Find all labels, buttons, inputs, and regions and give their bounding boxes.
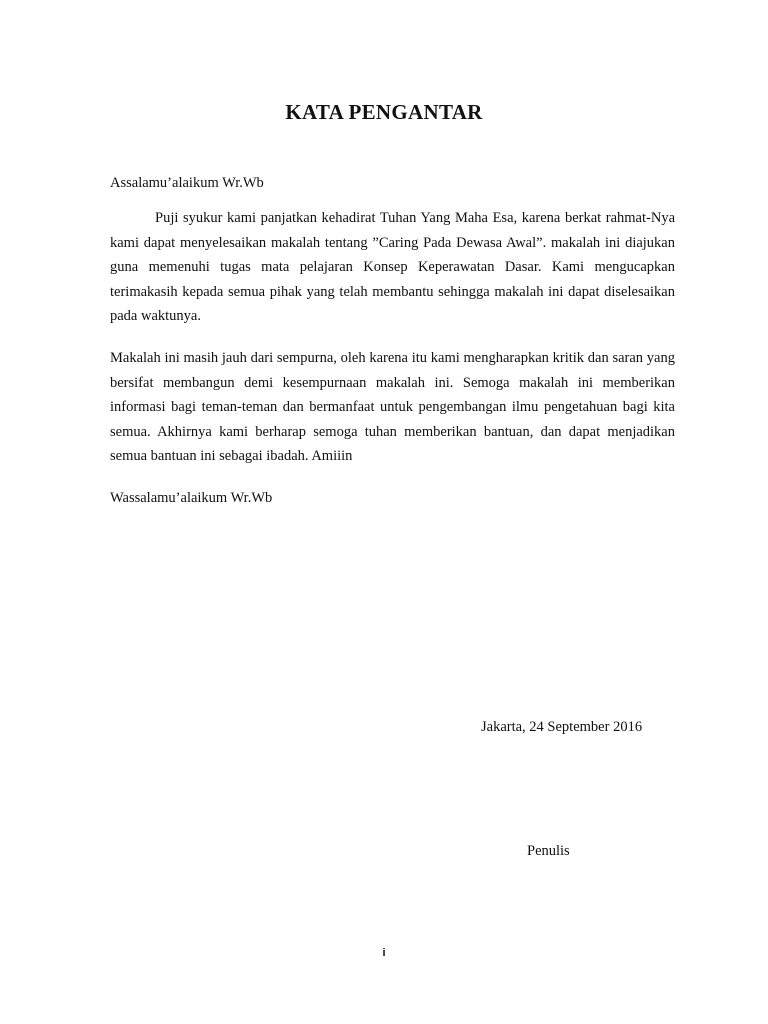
greeting: Assalamu’alaikum Wr.Wb <box>110 175 264 191</box>
page-title: KATA PENGANTAR <box>285 100 483 124</box>
paragraph-2: Makalah ini masih jauh dari sempurna, oleh karena itu kami mengharapkan kritik dan saran yang bersifat membangun demi kesempurnaan makalah ini. Semoga makalah ini memberikan informasi bagi teman-teman dan bermanfaat untuk pengembangan ilmu pengetahuan bagi kita semua. Akhirnya kami berharap semoga tuhan memberikan bantuan, dan dapat menjadikan semua bantuan ini sebagai ibadah. Amiiin <box>110 350 675 465</box>
page-number: i <box>382 947 386 959</box>
author-signature: Penulis <box>527 843 570 859</box>
place-date: Jakarta, 24 September 2016 <box>481 719 643 735</box>
closing-greeting: Wassalamu’alaikum Wr.Wb <box>110 490 273 506</box>
paragraph-1: Puji syukur kami panjatkan kehadirat Tuhan Yang Maha Esa, karena berkat rahmat-Nya kami dapat menyelesaikan makalah tentang ”Caring Pada Dewasa Awal”. makalah ini diajukan guna memenuhi tugas mata pelajaran Konsep Keperawatan Dasar. Kami mengucapkan terimakasih kepada semua pihak yang telah membantu sehingga makalah ini dapat diselesaikan pada waktunya. <box>110 210 675 325</box>
